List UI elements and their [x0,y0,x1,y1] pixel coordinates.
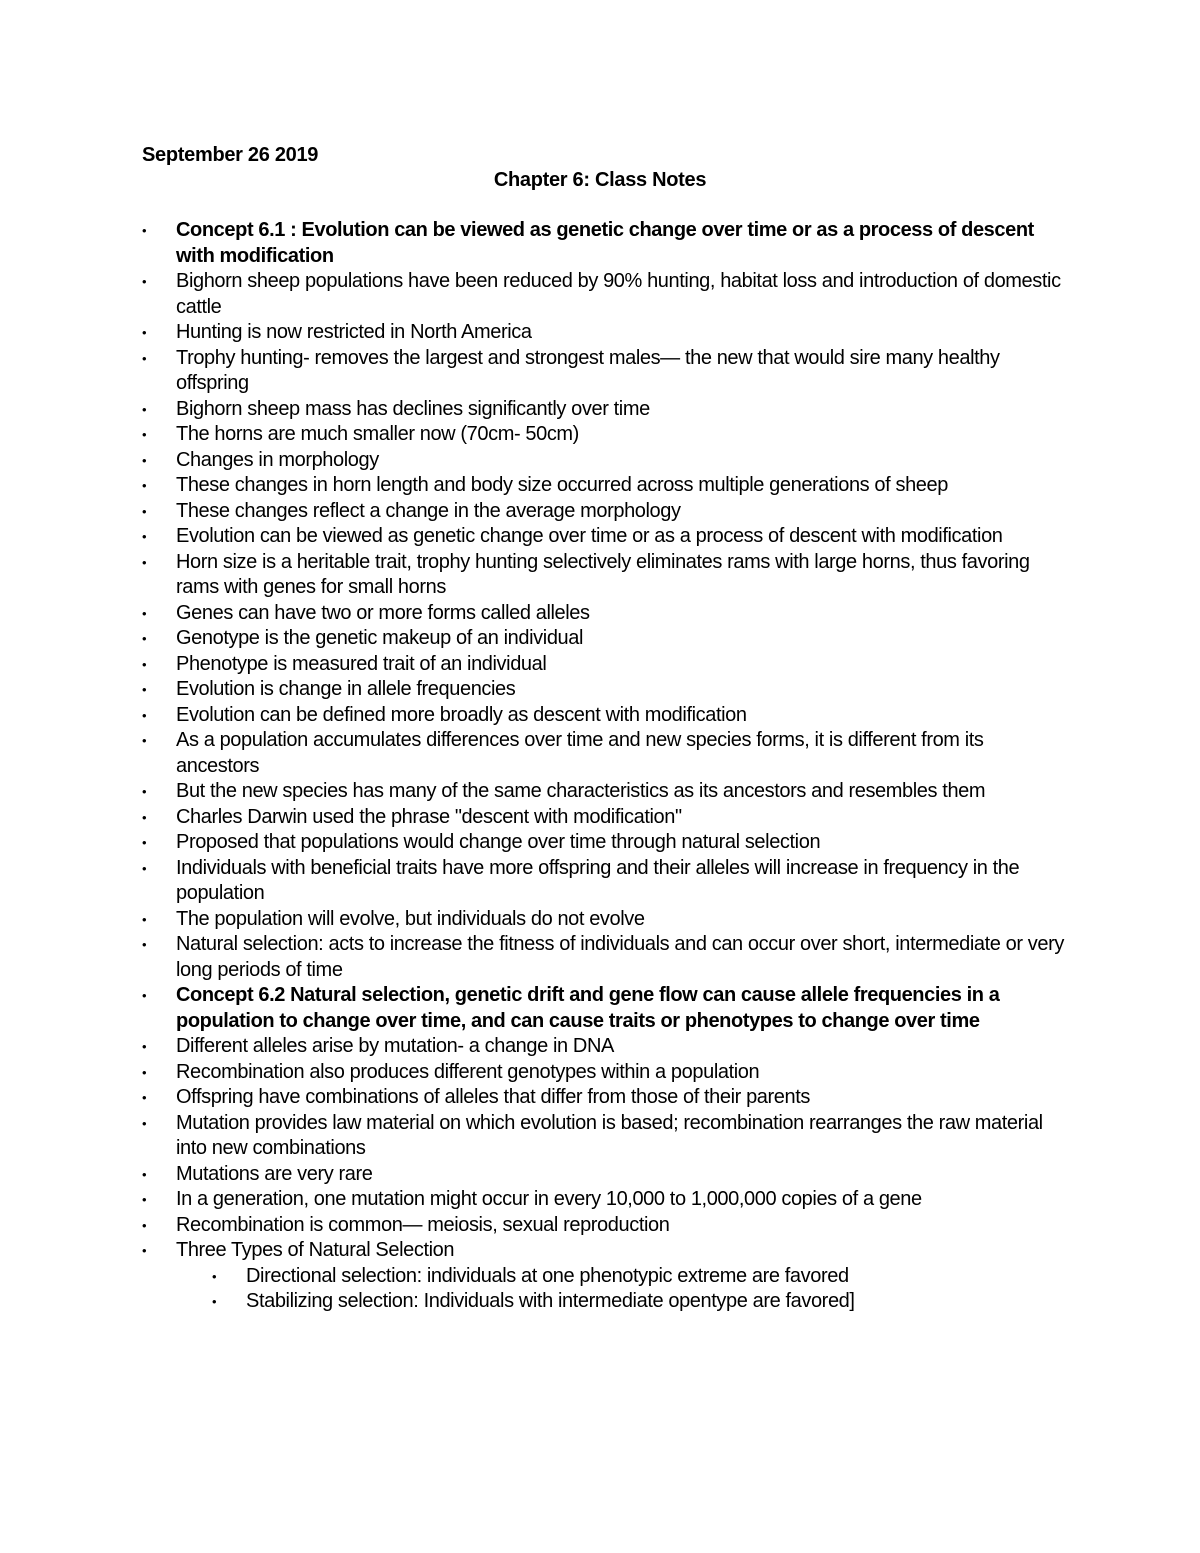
list-item-text: In a generation, one mutation might occur in every 10,000 to 1,000,000 copies of a gene [176,1188,922,1210]
list-item [0,728,1066,779]
bullet-icon: • [142,733,147,748]
document-title: Chapter 6: Class Notes [493,169,707,191]
list-item [0,779,1066,805]
list-item [0,448,1066,474]
bullet-icon: • [142,223,147,238]
bullet-icon: • [142,325,147,340]
bullet-icon: • [142,350,147,366]
list-item [0,805,1066,831]
bullet-icon: • [142,478,147,493]
list-item-text: The population will evolve, but individuals do not evolve [176,907,645,930]
list-item [0,1162,1066,1188]
list-item [0,499,1066,525]
list-item [0,397,1066,423]
list-item [0,473,1066,499]
list-item-text: Individuals with beneficial traits have more offspring and their alleles will increase in frequency in the population [176,856,1020,904]
list-item-text: But the new species has many of the same characteristics as its ancestors and resembles them [176,780,986,802]
bullet-icon: • [142,784,147,799]
list-item-text: Phenotype is measured trait of an individual [176,652,547,675]
notes-list [0,218,1200,1315]
list-item [0,983,1066,1034]
list-item [0,346,1066,397]
list-item-text: Hunting is now restricted in North America [176,321,532,343]
list-item [0,422,1066,448]
list-item [0,703,1066,729]
list-item-text: Genes can have two or more forms called alleles [176,601,590,624]
list-item [0,218,1066,269]
list-item-text: Bighorn sheep mass has declines significantly over time [176,397,650,420]
bullet-icon: • [212,1268,217,1284]
list-item [0,856,1066,907]
list-item-text: Concept 6.1 : Evolution can be viewed as genetic change over time or as a process of descent with modification [176,219,1034,267]
bullet-icon: • [142,860,147,876]
list-item-text: Different alleles arise by mutation- a change in DNA [176,1035,614,1057]
bullet-icon: • [142,707,147,723]
list-item [0,1111,1066,1162]
list-item-text: Evolution can be viewed as genetic change over time or as a process of descent with modification [176,525,1003,547]
bullet-icon: • [142,656,147,672]
bullet-icon: • [142,503,147,519]
bullet-icon: • [142,1090,147,1105]
list-item-text: Recombination is common— meiosis, sexual reproduction [176,1213,670,1236]
list-item-text: Mutation provides law material on which evolution is based; recombination rearranges the raw material into new combinations [176,1111,1043,1159]
bullet-icon: • [142,937,147,952]
bullet-icon: • [142,835,147,850]
bullet-icon: • [142,1217,147,1233]
list-item [0,1187,1066,1213]
list-item [0,1034,1066,1060]
bullet-icon: • [142,605,147,621]
list-item [0,1238,1066,1264]
list-item-text: Bighorn sheep populations have been reduced by 90% hunting, habitat loss and introduction of domestic cattle [176,270,1061,318]
bullet-icon: • [142,427,147,442]
list-item-text: Concept 6.2 Natural selection, genetic drift and gene flow can cause allele frequencies in a population to change over time, and can cause traits or phenotypes to change over time [176,984,1000,1032]
list-item [0,932,1066,983]
list-item [0,1289,1066,1315]
list-item-text: As a population accumulates differences over time and new species forms, it is different from its ancestors [176,729,984,777]
bullet-icon: • [142,1039,147,1054]
list-item-text: Horn size is a heritable trait, trophy hunting selectively eliminates rams with large horns, thus favoring rams with genes for small horns [176,550,1030,598]
list-item [0,601,1066,627]
bullet-icon: • [142,1166,147,1182]
list-item-text: Directional selection: individuals at one phenotypic extreme are favored [246,1264,849,1287]
list-item-text: Genotype is the genetic makeup of an individual [176,627,584,649]
bullet-icon: • [142,554,147,570]
list-item-text: Stabilizing selection: Individuals with intermediate opentype are favored] [246,1290,855,1312]
list-item [0,269,1066,320]
list-item-text: These changes reflect a change in the average morphology [176,499,681,522]
bullet-icon: • [142,401,147,417]
list-item-text: Charles Darwin used the phrase "descent with modification" [176,805,682,828]
bullet-icon: • [142,274,147,289]
list-item [0,677,1066,703]
list-item [0,524,1066,550]
bullet-icon: • [142,809,147,825]
bullet-icon: • [142,911,147,927]
list-item-text: Mutations are very rare [176,1162,373,1185]
list-item-text: These changes in horn length and body size occurred across multiple generations of sheep [176,474,948,496]
list-item [0,320,1066,346]
list-item-text: Evolution is change in allele frequencies [176,678,516,700]
list-item [0,626,1066,652]
list-item-text: Changes in morphology [176,448,379,471]
list-item [0,1060,1066,1086]
bullet-icon: • [142,1243,147,1258]
bullet-icon: • [142,1064,147,1080]
list-item [0,550,1066,601]
list-item-text: Proposed that populations would change over time through natural selection [176,831,821,853]
list-item [0,1085,1066,1111]
list-item-text: Three Types of Natural Selection [176,1239,455,1261]
list-item-text: Recombination also produces different genotypes within a population [176,1060,760,1083]
document-date: September 26 2019 [142,144,319,166]
list-item [0,1264,1066,1290]
list-item-text: Offspring have combinations of alleles that differ from those of their parents [176,1086,810,1108]
list-item-text: Natural selection: acts to increase the fitness of individuals and can occur over short, intermediate or very long periods of time [176,933,1064,981]
list-item [0,907,1066,933]
list-item [0,830,1066,856]
bullet-icon: • [142,1192,147,1207]
list-item-text: Trophy hunting- removes the largest and strongest males— the new that would sire many healthy offspring [176,346,1000,394]
list-item [0,652,1066,678]
list-item-text: The horns are much smaller now (70cm- 50cm) [176,423,579,445]
list-item [0,1213,1066,1239]
bullet-icon: • [142,452,147,468]
bullet-icon: • [142,682,147,697]
list-item-text: Evolution can be defined more broadly as descent with modification [176,703,747,726]
bullet-icon: • [212,1294,217,1309]
bullet-icon: • [142,1115,147,1131]
bullet-icon: • [142,631,147,646]
bullet-icon: • [142,988,147,1003]
bullet-icon: • [142,529,147,544]
